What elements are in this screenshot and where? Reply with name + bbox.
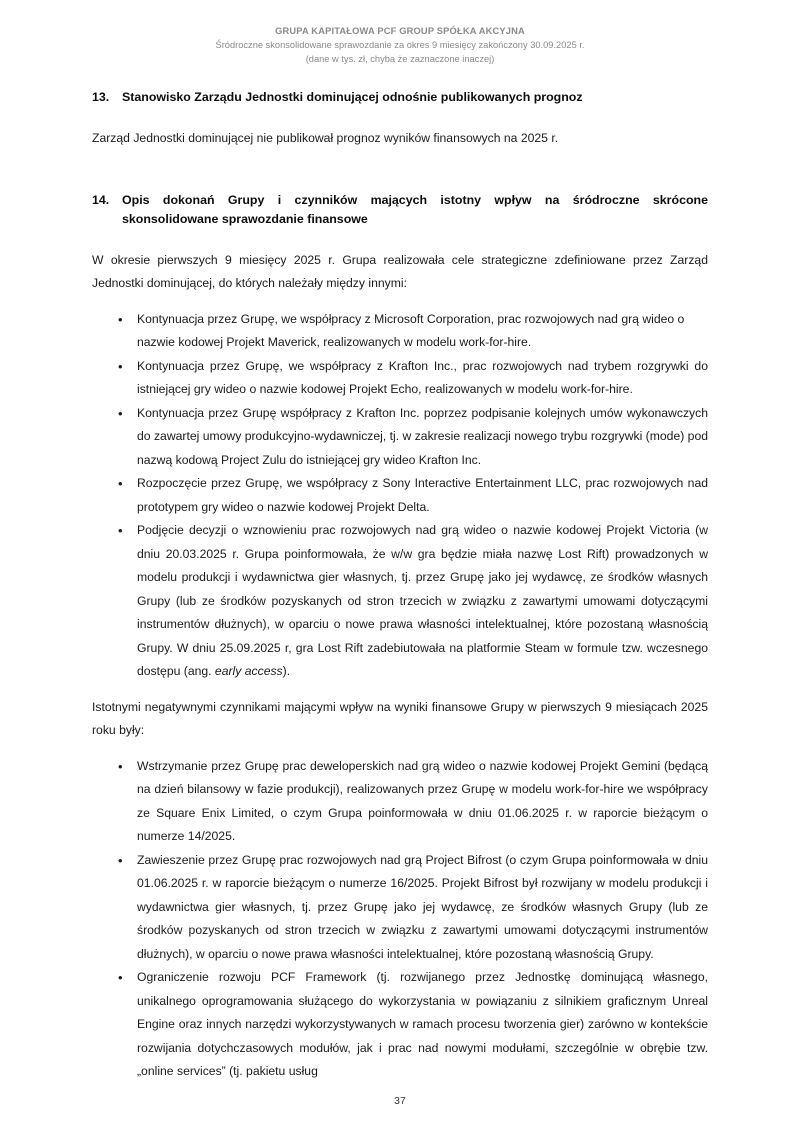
section-13-number: 13.	[92, 90, 110, 104]
list-item: • Rozpoczęcie przez Grupę, we współpracy z Sony Interactive Entertainment LLC, prac rozwojowych nad prototypem gry wideo o nazwie kodowej Projekt Delta.	[92, 472, 708, 519]
section-13-title: Stanowisko Zarządu Jednostki dominującej odnośnie publikowanych prognoz	[122, 90, 583, 104]
spacer	[92, 743, 708, 755]
victoria-italic-term: early access	[214, 664, 283, 678]
victoria-text-after: ).	[282, 664, 291, 678]
spacer	[92, 684, 708, 696]
spacer	[92, 151, 708, 191]
page-content	[92, 88, 708, 1084]
section-13-heading	[92, 88, 708, 107]
spacer	[92, 296, 708, 308]
list-item: • Wstrzymanie przez Grupę prac deweloperskich nad grą wideo o nazwie kodowej Projekt Gemini (będącą na dzień bilansowy w fazie produkcji), realizowanych przez Grupę w modelu work-for-hire we współpracy ze Square Enix Limited, o czym Grupa poinformowała w dniu 01.06.2025 r. w raporcie bieżącym o numerze 14/2025.	[92, 755, 708, 849]
section-14-heading	[92, 191, 708, 229]
spacer	[92, 107, 708, 127]
header-company-name: GRUPA KAPITAŁOWA PCF GROUP SPÓŁKA AKCYJNA	[275, 26, 525, 36]
header-units-note: (dane w tys. zł, chyba że zaznaczone inaczej)	[305, 54, 495, 64]
list-item-victoria	[92, 519, 708, 684]
running-header	[0, 24, 800, 66]
positive-factors-list	[92, 308, 708, 684]
list-item: • Kontynuacja przez Grupę, we współpracy z Microsoft Corporation, prac rozwojowych nad grą wideo o nazwie kodowej Projekt Maverick, realizowanych w modelu work-for-hire.	[92, 308, 708, 355]
section-14-number: 14.	[92, 192, 110, 207]
victoria-text-before: Podjęcie decyzji o wznowieniu prac rozwojowych nad grą wideo o nazwie kodowej Projekt Victoria (w dniu 20.03.2025 r. Grupa poinformowała, że w/w gra będzie miała nazwę Lost Rift) prowadzonych w modelu produkcji i wydawnictwa gier własnych, tj. przez Grupę jako jej wydawcę, ze środków własnych Grupy (lub ze środków pozyskanych od stron trzecich w związku z zawartymi umowami dotyczącymi instrumentów dłużnych), w oparciu o nowe prawa własności intelektualnej, które pozostaną własnością Grupy. W dniu 25.09.2025 r, gra Lost Rift zadebiutowała na platformie Steam w formule tzw. wczesnego dostępu (ang.	[137, 523, 708, 678]
section-14-title: Opis dokonań Grupy i czynników mających istotny wpływ na śródroczne skrócone skonsolidowane sprawozdanie finansowe	[122, 192, 708, 226]
negative-factors-intro-paragraph: Istotnymi negatywnymi czynnikami mającymi wpływ na wyniki finansowe Grupy w pierwszych 9 miesiącach 2025 roku były:	[92, 699, 708, 737]
list-item: • Ograniczenie rozwoju PCF Framework (tj. rozwijanego przez Jednostkę dominującą własnego, unikalnego oprogramowania służącego do wykorzystania w powiązaniu z silnikiem graficznym Unreal Engine oraz innych narzędzi wykorzystywanych w ramach procesu tworzenia gier) zarówno w kontekście rozwijania dotychczasowych modułów, jak i prac nad nowymi modułami, szczególnie w obrębie tzw. „online services” (tj. pakietu usług	[92, 966, 708, 1084]
page-number: 37	[394, 1095, 406, 1107]
list-item: • Kontynuacja przez Grupę współpracy z Krafton Inc. poprzez podpisanie kolejnych umów wykonawczych do zawartej umowy produkcyjno-wydawniczej, tj. w zakresie realizacji nowego trybu rozgrywki (mode) pod nazwą kodową Project Zulu do istniejącej gry wideo Krafton Inc.	[92, 402, 708, 473]
header-report-subtitle: Śródroczne skonsolidowane sprawozdanie za okres 9 miesięcy zakończony 30.09.2025 r.	[215, 40, 585, 50]
section-14-intro-paragraph: W okresie pierwszych 9 miesięcy 2025 r. Grupa realizowała cele strategiczne zdefiniowane przez Zarząd Jednostki dominującej, do których należały między innymi:	[92, 252, 708, 290]
spacer	[92, 229, 708, 249]
section-13-paragraph: Zarząd Jednostki dominującej nie publikował prognoz wyników finansowych na 2025 r.	[92, 131, 559, 145]
negative-factors-list	[92, 755, 708, 1084]
list-item: • Zawieszenie przez Grupę prac rozwojowych nad grą Project Bifrost (o czym Grupa poinformowała w dniu 01.06.2025 r. w raporcie bieżącym o numerze 16/2025. Projekt Bifrost był rozwijany w modelu produkcji i wydawnictwa gier własnych, tj. przez Grupę jako jej wydawcę, ze środków własnych Grupy (lub ze środków pozyskanych od stron trzecich w związku z zawartymi umowami dotyczącymi instrumentów dłużnych), w oparciu o nowe prawa własności intelektualnej, które pozostaną własnością Grupy.	[92, 849, 708, 967]
list-item: • Kontynuacja przez Grupę, we współpracy z Krafton Inc., prac rozwojowych nad trybem rozgrywki do istniejącej gry wideo o nazwie kodowej Projekt Echo, realizowanych w modelu work-for-hire.	[92, 355, 708, 402]
